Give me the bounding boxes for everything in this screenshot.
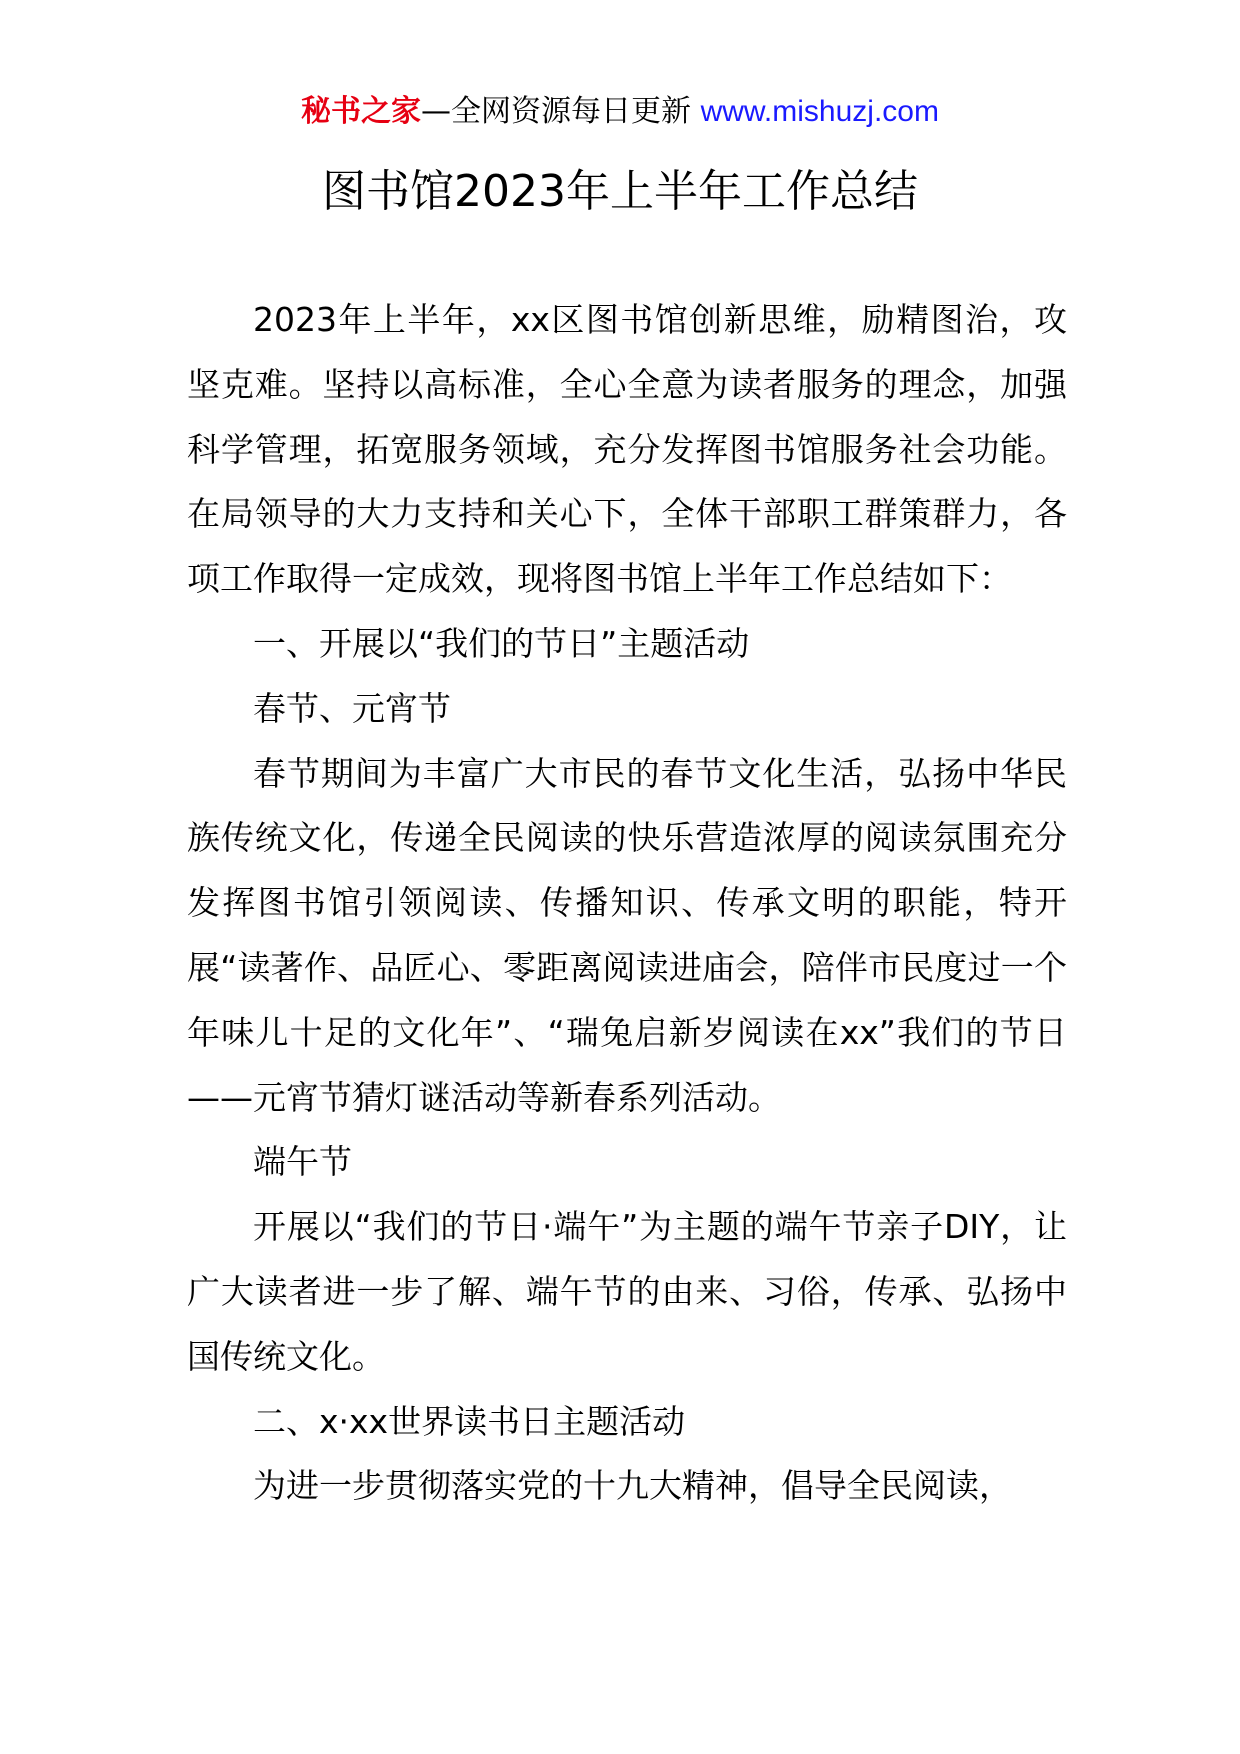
- spring-festival-paragraph: 春节期间为丰富广大市民的春节文化生活，弘扬中华民族传统文化，传递全民阅读的快乐营造浓厚的阅读氛围充分发挥图书馆引领阅读、传播知识、传承文明的职能，特开展“读著作、品匠心、零距离阅读进庙会，陪伴市民度过一个年味儿十足的文化年”、“瑞兔启新岁阅读在xx”我们的节日——元宵节猜灯谜活动等新春系列活动。: [187, 753, 1067, 1117]
- section-heading-1: 一、开展以“我们的节日”主题活动: [253, 623, 750, 663]
- document-title: 图书馆2023年上半年工作总结: [322, 166, 918, 217]
- site-header: [0, 92, 1240, 132]
- intro-paragraph: 2023年上半年，xx区图书馆创新思维，励精图治，攻坚克难。坚持以高标准，全心全意为读者服务的理念，加强科学管理，拓宽服务领域，充分发挥图书馆服务社会功能。在局领导的大力支持和关心下，全体干部职工群策群力，各项工作取得一定成效，现将图书馆上半年工作总结如下：: [187, 300, 1067, 599]
- subheading-dragon-boat: 端午节: [253, 1142, 352, 1182]
- reading-day-paragraph: 为进一步贯彻落实党的十九大精神，倡导全民阅读，: [253, 1466, 1012, 1506]
- dragon-boat-paragraph: 开展以“我们的节日·端午”为主题的端午节亲子DIY，让广大读者进一步了解、端午节的由来、习俗，传承、弘扬中国传统文化。: [187, 1207, 1067, 1376]
- brand-name: 秘书之家: [301, 94, 422, 129]
- section-heading-2: 二、x·xx世界读书日主题活动: [253, 1401, 686, 1441]
- subheading-spring-festival: 春节、元宵节: [253, 688, 451, 728]
- header-tagline: —全网资源每日更新: [421, 94, 701, 129]
- site-url-link[interactable]: www.mishuzj.com: [700, 95, 939, 128]
- document-body: [187, 288, 1067, 1519]
